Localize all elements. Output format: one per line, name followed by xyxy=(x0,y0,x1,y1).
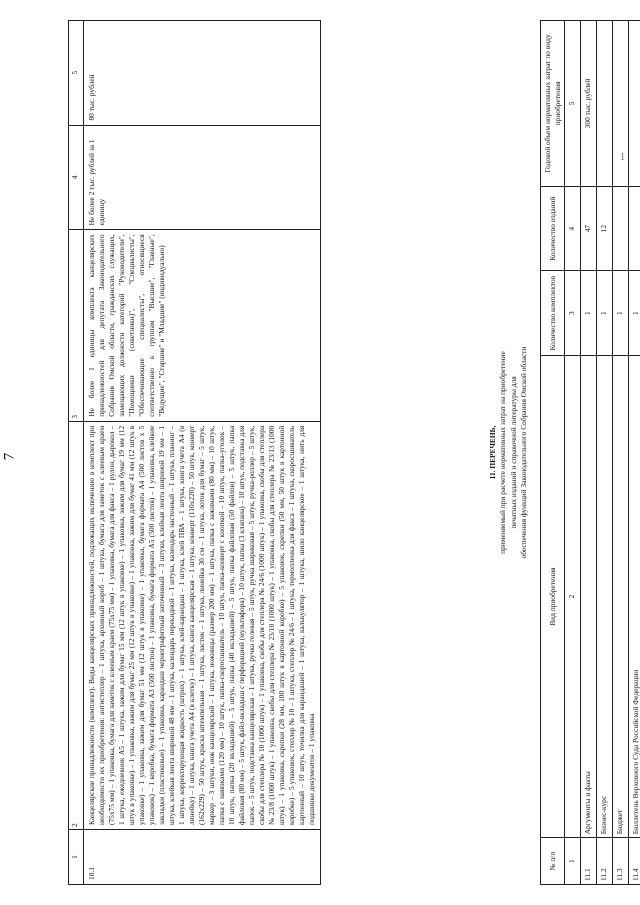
table-row xyxy=(84,21,321,885)
edition-name: Бюллетень Верховного Суда Российской Федерации xyxy=(629,355,640,837)
scan-mark: 1 xyxy=(620,152,625,163)
column-number: 5 xyxy=(69,21,84,126)
section-subtitle-line: применяемый при расчете нормативных затрат на приобретение xyxy=(498,351,508,554)
annual-cost xyxy=(613,21,629,187)
column-number: 3 xyxy=(69,230,84,421)
section-subtitle-line: обеспечения функций Законодательного Собрания Омской области xyxy=(519,346,529,559)
section-heading: 11. ПЕРЕЧЕНЬ, xyxy=(488,425,497,480)
column-number: 1 xyxy=(565,838,581,885)
sets-count: 1 xyxy=(581,271,597,356)
row-number: 10.1 xyxy=(84,830,321,885)
edition-name: Аргументы и факты xyxy=(581,355,597,837)
table-row xyxy=(597,21,613,885)
table-row xyxy=(629,21,640,885)
table-row xyxy=(581,21,597,885)
section-subtitle-line: печатных изданий и справочной литературы для xyxy=(508,376,518,529)
row-number: 11.3 xyxy=(613,838,629,885)
column-number: 5 xyxy=(565,21,581,187)
stationery-description: Канцелярские принадлежности (комплект). Виды канцелярских принадлежностей, подлежащих включению в комплект при необходимости их приобретения: антистеплер – 1 штука, архивный короб – 1 штука, бумага для заметок с клеевым краем (75x75 мм) – 1 упаковка, бумага для заметок с клеевым краем (75x75 мм) – 1 упаковка, бумага для факса – 1 рулон, дырокол – 1 штука, ежедневник А5 – 1 штука, зажим для бумаг 15 мм (12 штук в упаковке) – 1 упаковка, зажим для бумаг 19 мм (12 штук в упаковке) – 1 упаковка, зажим для бумаг 25 мм (12 штук в упаковке) – 1 упаковка, зажим для бумаг 41 мм (12 штук в упаковке) – 1 упаковка, зажим для бумаг 51 мм (12 штук в упаковке) – 1 упаковка, бумага формата А4 (500 листов x 5 упаковок) – 1 коробка, бумага формата А3 (500 листов) – 1 упаковка, бумага формата А5 (500 листов) – 1 упаковка, клейкие закладки (пластиковые) – 1 упаковка, карандаш чернографитный заточенный – 3 штуки, клейкая лента шириной 19 мм – 1 штука, клейкая лента шириной 48 мм – 1 штука, календарь перекидной – 1 штука, календарь настенный – 1 штука, планинг – 1 штука, корректирующая жидкость (штрих) – 1 штука, клей-карандаш – 1 штука, клей ПВА – 1 штука, книга учета А4 (в линейку) – 1 штука, книга учета А4 (в клетку) – 1 штука, книга канцелярская – 1 штука, конверт (110x220) – 50 штук, конверт (162x229) – 50 штук, краска штемпельная – 1 штука, ластик – 1 штука, линейка 30 см – 1 штука, лоток для бумаг – 5 штук, маркер – 3 штуки, нож канцелярский – 1 штука, ножницы (размер 200 мм) – 1 штука, папка с зажимами (80 мм) – 10 штук, папка с завязками (120 мм) – 10 штук, папка-скоросшиватель – 10 штук, папка-конверт с кнопкой – 10 штук, папка-уголок – 10 штук, папка (20 вкладышей) – 5 штук, папка (40 вкладышей) – 5 штук, папка файловая (50 файлов) – 5 штук, папка файловая (80 мм) – 5 штук, файл-вкладыш с перфорацией (мультифора) – 10 штук, папка (3 клапана) – 10 штук, подставка для папок – 5 штук, подставка канцелярская – 1 штука, ручка гелевая – 5 штук, ручка шариковая – 5 штук, ручка-роллер – 5 штук, скобы для степлера № 10 (1000 штук) – 1 упаковка, скобы для степлера № 24/6 (1000 штук) – 1 упаковка, скобы для степлера № 23/8 (1000 штук) – 1 упаковка, скобы для степлера № 23/10 (1000 штук) – 1 упаковка, скобы для степлера № 23/13 (1000 штук) – 1 упаковка, скрепки (28 мм, 100 штук в картонной коробке) – 5 упаковок, скрепки (50 мм, 50 штук в картонной коробке) – 5 упаковок, степлер № 10 – 1 штука, степлер № 24/6 – 1 штука, термопленка для факса – 1 штука, скоросшиватель картонный – 10 штук, точилка для карандашей – 1 штука, калькулятор – 1 штука, шило канцелярское – 1 штука, нить для подшивки документов – 1 упаковка xyxy=(84,421,321,829)
column-number: 3 xyxy=(565,271,581,356)
quantity-norm: Не более 1 единицы комплекта канцелярских принадлежностей для депутата Законодательного Собрания Омской области, гражданских служащих, замещающих должности категорий "Руководители", "Помощники (советники)", "Специалисты", "Обеспечивающие специалисты", относящиеся соответственно к группам "Высшие", "Главные", "Ведущие", "Старшие" и "Младшие" (индивидуально) xyxy=(84,230,321,421)
section-title xyxy=(488,20,529,885)
header-annual-cost: Годовой объем нормативных затрат по виду приобретения xyxy=(541,21,565,187)
header-editions: Количество изданий xyxy=(541,186,565,271)
header-sets: Количество комплектов xyxy=(541,271,565,356)
sets-count: 1 xyxy=(597,271,613,356)
edition-name: Бюджет xyxy=(613,355,629,837)
rotated-sheet xyxy=(40,0,640,905)
column-number: 4 xyxy=(69,125,84,230)
annual-cost xyxy=(629,21,640,187)
row-number: 11.2 xyxy=(597,838,613,885)
editions-count xyxy=(629,186,640,271)
column-number-row xyxy=(69,21,84,885)
table-header-row xyxy=(541,21,565,885)
column-number: 4 xyxy=(565,186,581,271)
header-num: № п/п xyxy=(541,838,565,885)
row-number: 11.1 xyxy=(581,838,597,885)
page-number: 7 xyxy=(1,452,18,461)
annual-cost: 80 тыс. рублей xyxy=(84,21,321,126)
row-number: 11.4 xyxy=(629,838,640,885)
column-number: 2 xyxy=(69,421,84,829)
header-kind: Вид приобретения xyxy=(541,355,565,837)
editions-count: 12 xyxy=(597,186,613,271)
annual-cost xyxy=(597,21,613,187)
table-row xyxy=(613,21,629,885)
norms-table xyxy=(68,20,321,885)
column-number: 2 xyxy=(565,355,581,837)
editions-count xyxy=(613,186,629,271)
edition-name: Бизнес-курс xyxy=(597,355,613,837)
price-norm: Не более 2 тыс. рублей за 1 единицу xyxy=(84,125,321,230)
sets-count: 1 xyxy=(613,271,629,356)
column-number-row xyxy=(565,21,581,885)
column-number: 1 xyxy=(69,830,84,885)
sets-count: 1 xyxy=(629,271,640,356)
periodicals-table xyxy=(540,20,640,885)
editions-count: 47 xyxy=(581,186,597,271)
annual-cost: 300 тыс. рублей xyxy=(581,21,597,187)
